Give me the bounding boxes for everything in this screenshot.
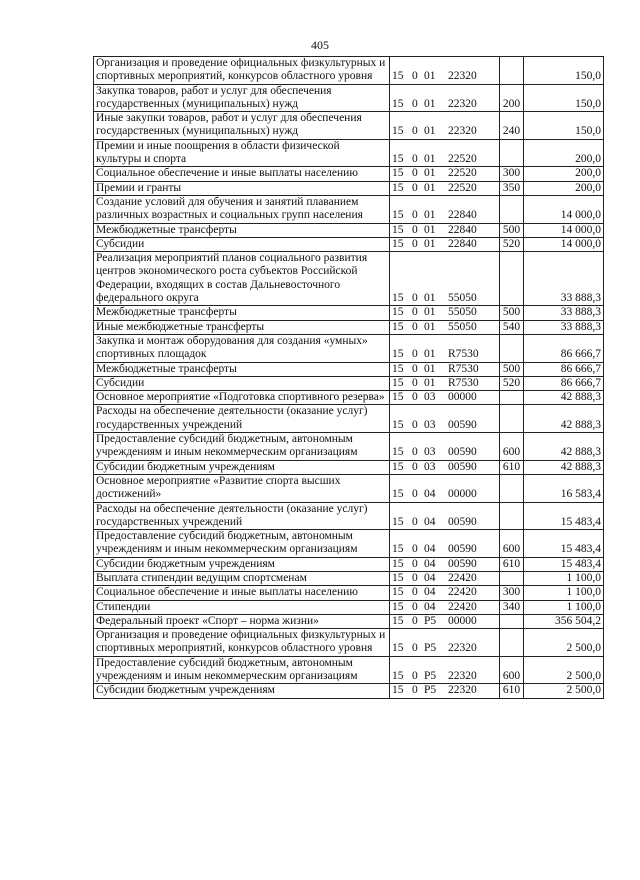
row-amount: 14 000,0 xyxy=(524,223,604,237)
table-row xyxy=(94,530,604,558)
table-row xyxy=(94,474,604,502)
row-name: Межбюджетные трансферты xyxy=(94,223,390,237)
table-row xyxy=(94,460,604,474)
code-part: 15 xyxy=(392,418,404,431)
row-expense-type: 520 xyxy=(500,237,524,251)
code-part: 15 xyxy=(392,460,404,473)
row-expense-type: 500 xyxy=(500,362,524,376)
code-part: 15 xyxy=(392,488,404,501)
row-target-code xyxy=(390,139,500,167)
code-part: 0 xyxy=(412,446,418,459)
row-amount: 1 100,0 xyxy=(524,571,604,585)
code-part: 01 xyxy=(424,362,436,375)
code-part: 15 xyxy=(392,209,404,222)
code-part: 0 xyxy=(412,223,418,236)
table-row xyxy=(94,684,604,698)
row-amount: 15 483,4 xyxy=(524,557,604,571)
code-part: 04 xyxy=(424,543,436,556)
row-expense-type: 540 xyxy=(500,320,524,334)
code-part: 15 xyxy=(392,153,404,166)
row-target-code xyxy=(390,502,500,530)
row-expense-type xyxy=(500,571,524,585)
code-part: 01 xyxy=(424,237,436,250)
row-name: Организация и проведение официальных физкультурных и спортивных мероприятий, конкурсов областного уровня xyxy=(94,629,390,657)
code-part: R7530 xyxy=(448,376,479,389)
code-part: 15 xyxy=(392,543,404,556)
code-part: 04 xyxy=(424,488,436,501)
code-part: R7530 xyxy=(448,362,479,375)
code-part: 15 xyxy=(392,670,404,683)
code-part: R7530 xyxy=(448,348,479,361)
row-expense-type: 340 xyxy=(500,600,524,614)
code-part: 15 xyxy=(392,181,404,194)
row-expense-type xyxy=(500,57,524,85)
table-row xyxy=(94,84,604,112)
code-part: 15 xyxy=(392,571,404,584)
code-part: 04 xyxy=(424,515,436,528)
row-amount: 2 500,0 xyxy=(524,656,604,684)
row-name: Премии и иные поощрения в области физической культуры и спорта xyxy=(94,139,390,167)
code-part: 01 xyxy=(424,97,436,110)
code-part: 0 xyxy=(412,292,418,305)
code-part: 15 xyxy=(392,586,404,599)
row-target-code xyxy=(390,586,500,600)
row-name: Стипендии xyxy=(94,600,390,614)
row-target-code xyxy=(390,320,500,334)
row-expense-type: 500 xyxy=(500,306,524,320)
table-row xyxy=(94,57,604,85)
row-amount: 150,0 xyxy=(524,112,604,140)
row-expense-type: 500 xyxy=(500,223,524,237)
row-name: Расходы на обеспечение деятельности (оказание услуг) государственных учреждений xyxy=(94,405,390,433)
row-target-code xyxy=(390,391,500,405)
code-part: 03 xyxy=(424,460,436,473)
code-part: 22320 xyxy=(448,642,477,655)
code-part: P5 xyxy=(424,642,437,655)
row-target-code xyxy=(390,237,500,251)
row-amount: 42 888,3 xyxy=(524,405,604,433)
code-part: 0 xyxy=(412,209,418,222)
code-part: 22320 xyxy=(448,97,477,110)
row-expense-type: 350 xyxy=(500,181,524,195)
code-part: 00590 xyxy=(448,460,477,473)
row-amount: 200,0 xyxy=(524,181,604,195)
table-row xyxy=(94,362,604,376)
row-amount: 1 100,0 xyxy=(524,586,604,600)
code-part: 00000 xyxy=(448,488,477,501)
code-part: 55050 xyxy=(448,292,477,305)
row-name: Основное мероприятие «Развитие спорта высших достижений» xyxy=(94,474,390,502)
row-name: Межбюджетные трансферты xyxy=(94,362,390,376)
code-part: 0 xyxy=(412,586,418,599)
code-part: 0 xyxy=(412,600,418,613)
row-target-code xyxy=(390,433,500,461)
code-part: 15 xyxy=(392,515,404,528)
row-target-code xyxy=(390,600,500,614)
row-name: Социальное обеспечение и иные выплаты населению xyxy=(94,586,390,600)
code-part: 04 xyxy=(424,557,436,570)
code-part: 03 xyxy=(424,418,436,431)
code-part: 15 xyxy=(392,600,404,613)
code-part: 0 xyxy=(412,153,418,166)
row-amount: 86 666,7 xyxy=(524,334,604,362)
code-part: 03 xyxy=(424,446,436,459)
table-row xyxy=(94,252,604,306)
row-name: Закупка и монтаж оборудования для создания «умных» спортивных площадок xyxy=(94,334,390,362)
table-row xyxy=(94,391,604,405)
code-part: 0 xyxy=(412,125,418,138)
code-part: 22520 xyxy=(448,167,477,180)
code-part: 01 xyxy=(424,320,436,333)
code-part: 0 xyxy=(412,391,418,404)
code-part: 01 xyxy=(424,209,436,222)
row-name: Предоставление субсидий бюджетным, автономным учреждениям и иным некоммерческим организациям xyxy=(94,530,390,558)
code-part: 0 xyxy=(412,362,418,375)
code-part: 0 xyxy=(412,167,418,180)
code-part: 01 xyxy=(424,181,436,194)
row-expense-type xyxy=(500,139,524,167)
code-part: 0 xyxy=(412,642,418,655)
row-name: Межбюджетные трансферты xyxy=(94,306,390,320)
code-part: 22520 xyxy=(448,153,477,166)
row-name: Социальное обеспечение и иные выплаты населению xyxy=(94,167,390,181)
row-expense-type: 600 xyxy=(500,433,524,461)
row-amount: 15 483,4 xyxy=(524,530,604,558)
row-target-code xyxy=(390,530,500,558)
row-target-code xyxy=(390,362,500,376)
code-part: 0 xyxy=(412,181,418,194)
row-target-code xyxy=(390,167,500,181)
code-part: 22320 xyxy=(448,670,477,683)
table-row xyxy=(94,320,604,334)
row-target-code xyxy=(390,252,500,306)
code-part: 0 xyxy=(412,515,418,528)
row-target-code xyxy=(390,405,500,433)
row-amount: 200,0 xyxy=(524,139,604,167)
code-part: 15 xyxy=(392,320,404,333)
table-row xyxy=(94,139,604,167)
row-name: Субсидии бюджетным учреждениям xyxy=(94,557,390,571)
code-part: P5 xyxy=(424,670,437,683)
code-part: 0 xyxy=(412,97,418,110)
code-part: 15 xyxy=(392,70,404,83)
row-name: Субсидии бюджетным учреждениям xyxy=(94,460,390,474)
table-row xyxy=(94,502,604,530)
table-row xyxy=(94,586,604,600)
code-part: 0 xyxy=(412,614,418,627)
row-expense-type: 610 xyxy=(500,460,524,474)
row-target-code xyxy=(390,557,500,571)
code-part: 22840 xyxy=(448,237,477,250)
code-part: 15 xyxy=(392,223,404,236)
code-part: 00590 xyxy=(448,543,477,556)
row-amount: 356 504,2 xyxy=(524,614,604,628)
code-part: 00590 xyxy=(448,418,477,431)
row-amount: 42 888,3 xyxy=(524,460,604,474)
code-part: 04 xyxy=(424,586,436,599)
code-part: 0 xyxy=(412,348,418,361)
code-part: 01 xyxy=(424,348,436,361)
row-name: Премии и гранты xyxy=(94,181,390,195)
row-expense-type xyxy=(500,502,524,530)
code-part: 04 xyxy=(424,571,436,584)
code-part: 01 xyxy=(424,376,436,389)
code-part: 15 xyxy=(392,292,404,305)
row-amount: 2 500,0 xyxy=(524,684,604,698)
row-expense-type: 200 xyxy=(500,84,524,112)
row-name: Субсидии xyxy=(94,237,390,251)
row-expense-type: 610 xyxy=(500,557,524,571)
row-target-code xyxy=(390,460,500,474)
code-part: 0 xyxy=(412,557,418,570)
code-part: 15 xyxy=(392,614,404,627)
code-part: 00590 xyxy=(448,515,477,528)
row-expense-type: 520 xyxy=(500,376,524,390)
code-part: 15 xyxy=(392,97,404,110)
row-amount: 150,0 xyxy=(524,57,604,85)
table-row xyxy=(94,167,604,181)
row-target-code xyxy=(390,684,500,698)
code-part: 22840 xyxy=(448,223,477,236)
code-part: 0 xyxy=(412,571,418,584)
code-part: 01 xyxy=(424,223,436,236)
row-target-code xyxy=(390,614,500,628)
row-expense-type xyxy=(500,195,524,223)
row-name: Субсидии бюджетным учреждениям xyxy=(94,684,390,698)
code-part: 0 xyxy=(412,418,418,431)
row-target-code xyxy=(390,376,500,390)
row-target-code xyxy=(390,571,500,585)
row-amount: 1 100,0 xyxy=(524,600,604,614)
row-name: Субсидии xyxy=(94,376,390,390)
code-part: 0 xyxy=(412,70,418,83)
code-part: 22420 xyxy=(448,600,477,613)
code-part: 00590 xyxy=(448,446,477,459)
code-part: 55050 xyxy=(448,306,477,319)
code-part: 22420 xyxy=(448,571,477,584)
row-name: Закупка товаров, работ и услуг для обеспечения государственных (муниципальных) нужд xyxy=(94,84,390,112)
table-row xyxy=(94,433,604,461)
table-row xyxy=(94,656,604,684)
code-part: 22420 xyxy=(448,586,477,599)
row-name: Расходы на обеспечение деятельности (оказание услуг) государственных учреждений xyxy=(94,502,390,530)
row-amount: 33 888,3 xyxy=(524,320,604,334)
table-row xyxy=(94,181,604,195)
code-part: 01 xyxy=(424,292,436,305)
row-amount: 33 888,3 xyxy=(524,252,604,306)
code-part: 15 xyxy=(392,446,404,459)
code-part: P5 xyxy=(424,614,437,627)
row-target-code xyxy=(390,306,500,320)
table-row xyxy=(94,629,604,657)
row-name: Иные закупки товаров, работ и услуг для обеспечения государственных (муниципальных) нужд xyxy=(94,112,390,140)
row-target-code xyxy=(390,223,500,237)
row-expense-type: 600 xyxy=(500,530,524,558)
code-part: 15 xyxy=(392,348,404,361)
code-part: 00000 xyxy=(448,614,477,627)
code-part: 00000 xyxy=(448,391,477,404)
row-amount: 16 583,4 xyxy=(524,474,604,502)
code-part: 55050 xyxy=(448,320,477,333)
row-amount: 150,0 xyxy=(524,84,604,112)
code-part: 01 xyxy=(424,125,436,138)
row-expense-type xyxy=(500,405,524,433)
code-part: 01 xyxy=(424,167,436,180)
table-row xyxy=(94,571,604,585)
table-row xyxy=(94,223,604,237)
row-name: Реализация мероприятий планов социального развития центров экономического роста субъектов Российской Федерации, входящих в состав Дальневосточного федерального округа xyxy=(94,252,390,306)
row-target-code xyxy=(390,112,500,140)
code-part: 22320 xyxy=(448,70,477,83)
code-part: 0 xyxy=(412,306,418,319)
row-target-code xyxy=(390,656,500,684)
row-expense-type: 300 xyxy=(500,167,524,181)
row-target-code xyxy=(390,57,500,85)
row-name: Организация и проведение официальных физкультурных и спортивных мероприятий, конкурсов областного уровня xyxy=(94,57,390,85)
row-name: Основное мероприятие «Подготовка спортивного резерва» xyxy=(94,391,390,405)
table-row xyxy=(94,195,604,223)
row-expense-type xyxy=(500,474,524,502)
row-amount: 42 888,3 xyxy=(524,433,604,461)
code-part: 03 xyxy=(424,391,436,404)
row-name: Создание условий для обучения и занятий плаванием различных возрастных и социальных групп населения xyxy=(94,195,390,223)
code-part: 15 xyxy=(392,376,404,389)
code-part: 00590 xyxy=(448,557,477,570)
code-part: 01 xyxy=(424,70,436,83)
code-part: 22840 xyxy=(448,209,477,222)
table-row xyxy=(94,334,604,362)
row-name: Предоставление субсидий бюджетным, автономным учреждениям и иным некоммерческим организациям xyxy=(94,433,390,461)
code-part: 01 xyxy=(424,153,436,166)
code-part: 0 xyxy=(412,376,418,389)
code-part: 0 xyxy=(412,460,418,473)
code-part: 22320 xyxy=(448,125,477,138)
code-part: 0 xyxy=(412,320,418,333)
row-name: Иные межбюджетные трансферты xyxy=(94,320,390,334)
code-part: 15 xyxy=(392,125,404,138)
code-part: 04 xyxy=(424,600,436,613)
table-row xyxy=(94,557,604,571)
row-amount: 86 666,7 xyxy=(524,376,604,390)
code-part: 15 xyxy=(392,642,404,655)
row-target-code xyxy=(390,195,500,223)
row-amount: 42 888,3 xyxy=(524,391,604,405)
row-target-code xyxy=(390,474,500,502)
code-part: 22520 xyxy=(448,181,477,194)
table-row xyxy=(94,600,604,614)
table-row xyxy=(94,614,604,628)
row-expense-type: 610 xyxy=(500,684,524,698)
row-amount: 33 888,3 xyxy=(524,306,604,320)
row-amount: 2 500,0 xyxy=(524,629,604,657)
row-amount: 14 000,0 xyxy=(524,195,604,223)
code-part: P5 xyxy=(424,684,437,697)
code-part: 0 xyxy=(412,488,418,501)
row-target-code xyxy=(390,181,500,195)
table-row xyxy=(94,237,604,251)
budget-table xyxy=(93,56,604,699)
code-part: 15 xyxy=(392,391,404,404)
row-expense-type xyxy=(500,391,524,405)
code-part: 15 xyxy=(392,167,404,180)
row-expense-type: 240 xyxy=(500,112,524,140)
code-part: 0 xyxy=(412,237,418,250)
table-row xyxy=(94,376,604,390)
row-target-code xyxy=(390,334,500,362)
row-expense-type xyxy=(500,629,524,657)
code-part: 15 xyxy=(392,306,404,319)
code-part: 0 xyxy=(412,543,418,556)
row-amount: 86 666,7 xyxy=(524,362,604,376)
row-expense-type xyxy=(500,334,524,362)
row-name: Выплата стипендии ведущим спортсменам xyxy=(94,571,390,585)
table-row xyxy=(94,405,604,433)
code-part: 22320 xyxy=(448,684,477,697)
code-part: 15 xyxy=(392,237,404,250)
table-row xyxy=(94,112,604,140)
row-expense-type: 600 xyxy=(500,656,524,684)
page-number: 405 xyxy=(311,38,329,52)
row-name: Предоставление субсидий бюджетным, автономным учреждениям и иным некоммерческим организациям xyxy=(94,656,390,684)
row-amount: 15 483,4 xyxy=(524,502,604,530)
code-part: 15 xyxy=(392,684,404,697)
code-part: 15 xyxy=(392,362,404,375)
row-amount: 14 000,0 xyxy=(524,237,604,251)
row-name: Федеральный проект «Спорт – норма жизни» xyxy=(94,614,390,628)
row-expense-type xyxy=(500,614,524,628)
row-target-code xyxy=(390,629,500,657)
row-target-code xyxy=(390,84,500,112)
code-part: 0 xyxy=(412,670,418,683)
row-amount: 200,0 xyxy=(524,167,604,181)
code-part: 0 xyxy=(412,684,418,697)
row-expense-type xyxy=(500,252,524,306)
code-part: 01 xyxy=(424,306,436,319)
code-part: 15 xyxy=(392,557,404,570)
row-expense-type: 300 xyxy=(500,586,524,600)
table-row xyxy=(94,306,604,320)
